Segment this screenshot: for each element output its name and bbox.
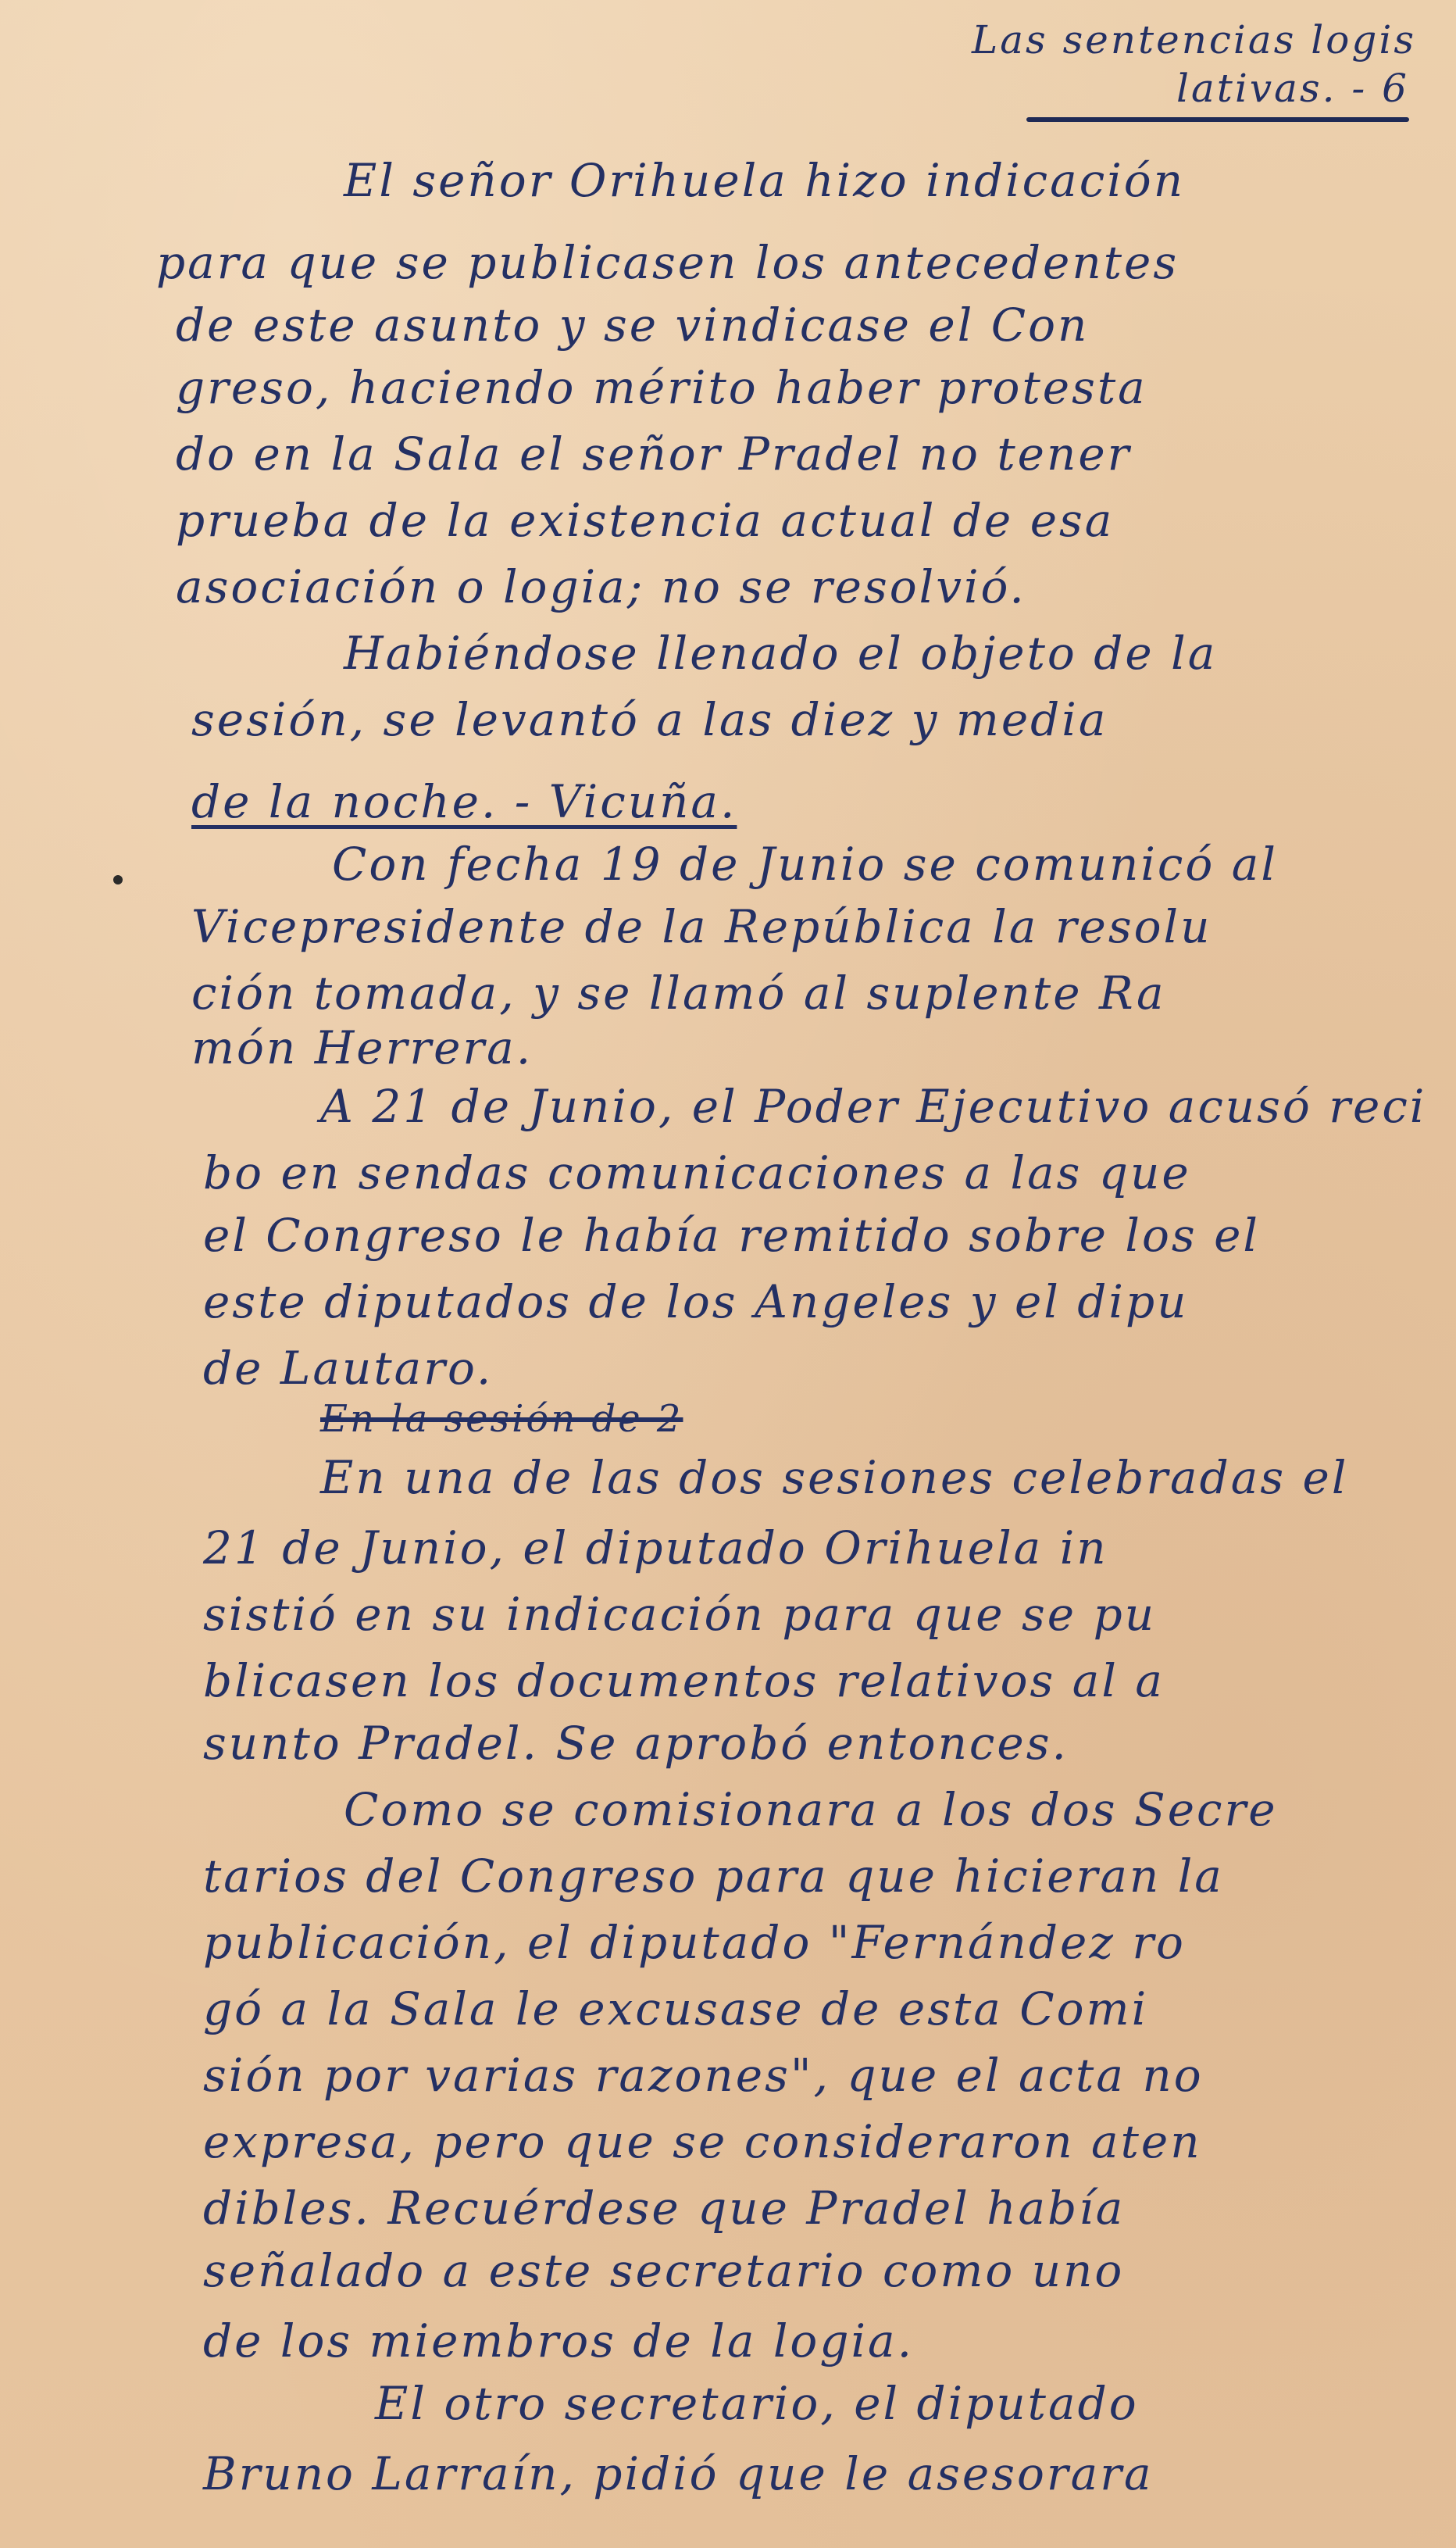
header-line-2: lativas. - 6 <box>1176 66 1409 111</box>
text-line: asociación o logia; no se resolvió. <box>176 560 1026 613</box>
text-line: ción tomada, y se llamó al suplente Ra <box>191 967 1166 1020</box>
text-line: expresa, pero que se consideraron aten <box>203 2115 1202 2168</box>
text-line: publicación, el diputado "Fernández ro <box>203 1916 1186 1969</box>
text-line: sesión, se levantó a las diez y media <box>191 693 1108 746</box>
text-line: este diputados de los Angeles y el dipu <box>203 1275 1189 1328</box>
text-line: blicasen los documentos relativos al a <box>203 1654 1165 1707</box>
text-line: gó a la Sala le excusase de esta Comi <box>203 1982 1149 2035</box>
text-line: 21 de Junio, el diputado Orihuela in <box>203 1521 1108 1574</box>
text-line: En una de las dos sesiones celebradas el <box>320 1451 1349 1504</box>
text-line: tarios del Congreso para que hicieran la <box>203 1849 1224 1903</box>
text-line: de los miembros de la logia. <box>203 2314 915 2368</box>
header-line-1: Las sentencias logis <box>972 17 1417 63</box>
text-line: El otro secretario, el diputado <box>375 2377 1139 2430</box>
text-line: sunto Pradel. Se aprobó entonces. <box>203 1717 1069 1770</box>
text-line: món Herrera. <box>191 1021 534 1074</box>
text-line: Como se comisionara a los dos Secre <box>344 1783 1278 1836</box>
text-line: do en la Sala el señor Pradel no tener <box>176 427 1132 481</box>
text-line: A 21 de Junio, el Poder Ejecutivo acusó reci <box>320 1080 1427 1133</box>
text-line: de Lautaro. <box>203 1342 494 1395</box>
text-line: Habiéndose llenado el objeto de la <box>344 627 1218 680</box>
text-line: greso, haciendo mérito haber protesta <box>176 361 1147 414</box>
struck-text-line: En la sesión de 2 <box>320 1397 683 1441</box>
text-line: sión por varias razones", que el acta no <box>203 2049 1204 2102</box>
text-line: de este asunto y se vindicase el Con <box>176 298 1090 352</box>
text-line: sistió en su indicación para que se pu <box>203 1588 1157 1641</box>
text-line: de la noche. - Vicuña. <box>191 775 737 828</box>
text-line: bo en sendas comunicaciones a las que <box>203 1146 1191 1199</box>
text-line: El señor Orihuela hizo indicación <box>344 154 1186 207</box>
text-line: el Congreso le había remitido sobre los el <box>203 1209 1260 1262</box>
text-line: prueba de la existencia actual de esa <box>176 494 1115 547</box>
header-note <box>972 16 1417 122</box>
text-line: Con fecha 19 de Junio se comunicó al <box>332 838 1278 891</box>
ink-dot <box>113 875 123 884</box>
text-line: dibles. Recuérdese que Pradel había <box>203 2182 1126 2235</box>
text-line: Vicepresidente de la República la resolu <box>191 900 1212 953</box>
text-line: señalado a este secretario como uno <box>203 2244 1125 2297</box>
header-underline <box>1026 117 1409 122</box>
text-line: para que se publicasen los antecedentes <box>156 236 1179 289</box>
text-line: Bruno Larraín, pidió que le asesorara <box>203 2447 1154 2500</box>
